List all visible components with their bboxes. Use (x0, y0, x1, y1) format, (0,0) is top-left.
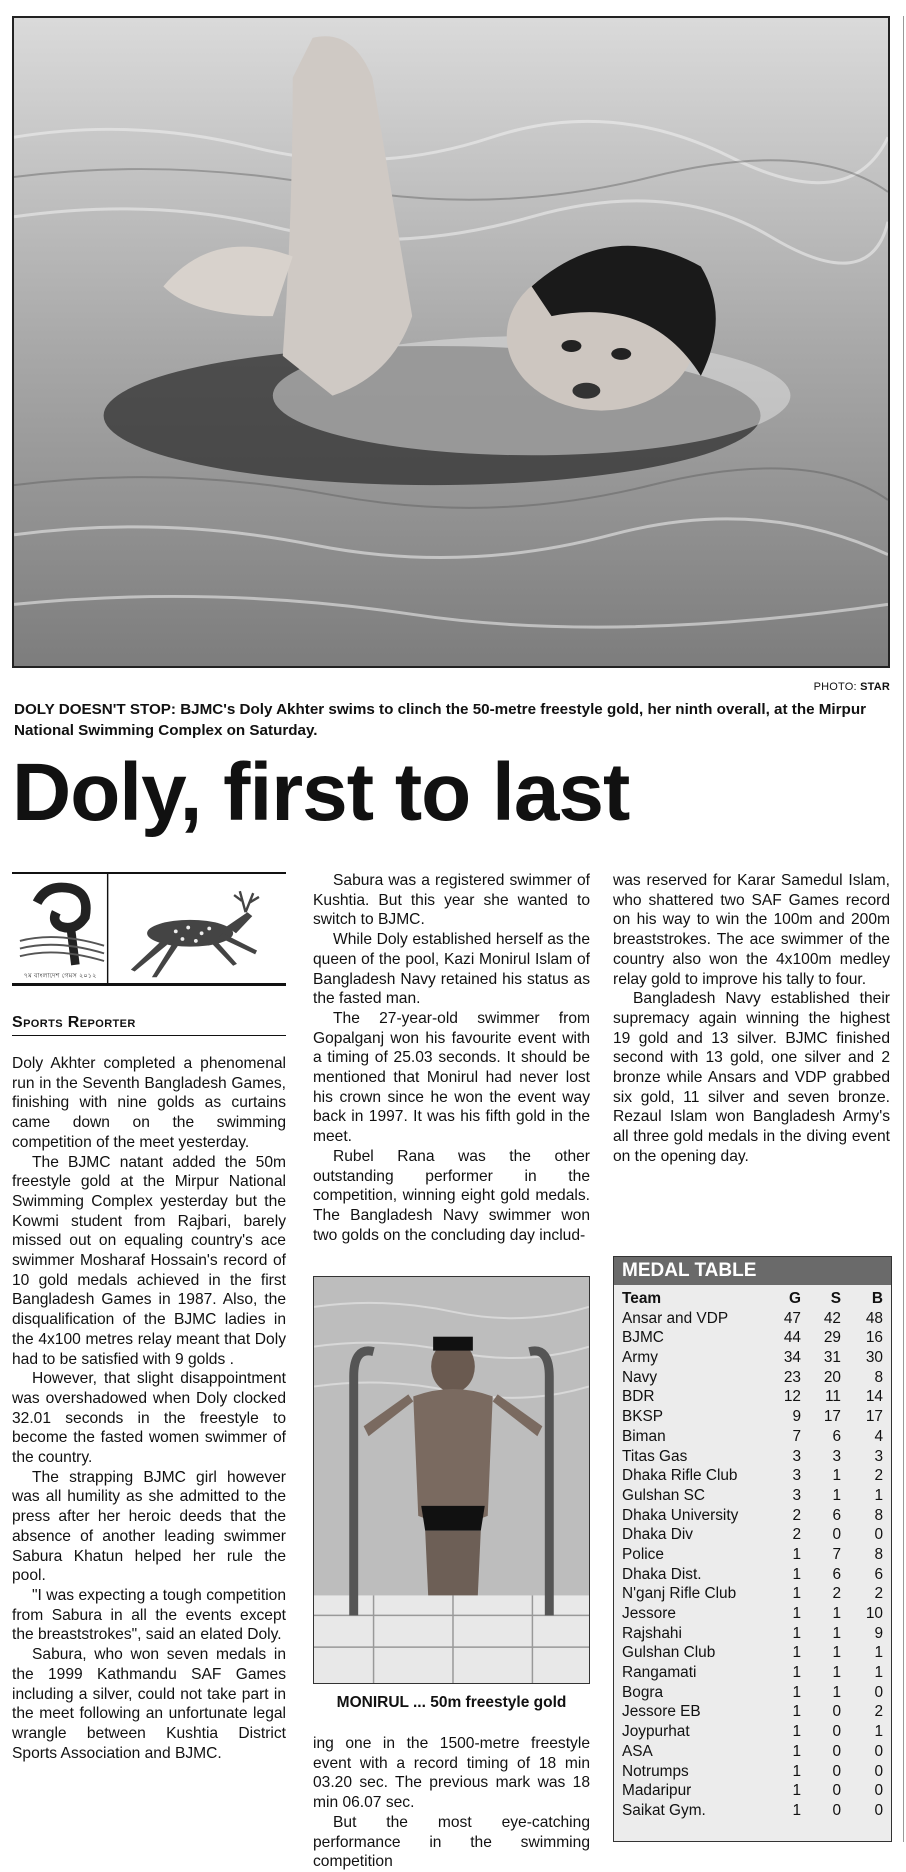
swimmer-photo (12, 16, 890, 668)
team-cell: BKSP (622, 1408, 664, 1426)
bronze-cell: 17 (865, 1408, 883, 1426)
medal-table (613, 1256, 892, 1842)
table-row (622, 1683, 883, 1703)
bronze-cell: 0 (874, 1683, 883, 1701)
gold-cell: 12 (783, 1388, 801, 1406)
bronze-cell: 0 (874, 1782, 883, 1800)
gold-cell: 1 (792, 1723, 801, 1741)
gold-cell: 1 (792, 1545, 801, 1563)
table-row (622, 1387, 883, 1407)
article-column-2-bottom (313, 1734, 590, 1872)
team-cell: Bogra (622, 1683, 664, 1701)
gold-cell: 1 (792, 1742, 801, 1760)
photo-caption: DOLY DOESN'T STOP: BJMC's Doly Akhter swims to clinch the 50-metre freestyle gold, her ninth overall, at the Mirpur National Swimming Complex on Saturday. (14, 701, 867, 739)
col2-paragraph: Sabura was a registered swimmer of Kushtia. But this year she wanted to switch to BJMC. (313, 872, 590, 929)
col2-paragraph: The 27-year-old swimmer from Gopalganj won his favourite event with a timing of 25.03 seconds. It should be mentioned that Monirul had never lost his crown since he won the event way back in 1997. It was his fifth gold in the meet. (313, 1009, 590, 1146)
col2-paragraph: While Doly established herself as the queen of the pool, Kazi Monirul Islam of Bangladesh Navy retained his status as the fasted man. (313, 931, 590, 1008)
silver-cell: 42 (823, 1309, 841, 1327)
team-cell: Rajshahi (622, 1624, 682, 1642)
bronze-cell: 1 (874, 1664, 883, 1682)
table-row (622, 1722, 883, 1742)
col3-paragraph: was reserved for Karar Samedul Islam, who shattered two SAF Games record on his way to win the 100m and 200m breaststrokes. The ace swimmer of the country also won the 4x100m medley relay gold to improve his tally to four. (613, 872, 890, 988)
bronze-cell: 30 (865, 1349, 883, 1367)
team-cell: Dhaka Div (622, 1526, 693, 1544)
bronze-cell: 1 (874, 1723, 883, 1741)
team-cell: Jessore (622, 1605, 676, 1622)
gold-cell: 23 (783, 1368, 801, 1386)
medal-table-header (622, 1289, 883, 1309)
silver-cell: 6 (832, 1565, 841, 1583)
bronze-cell: 8 (874, 1506, 883, 1524)
gold-cell: 1 (792, 1683, 801, 1701)
silver-cell: 1 (832, 1486, 841, 1504)
bronze-cell: 1 (874, 1486, 883, 1504)
table-row (622, 1447, 883, 1467)
gold-cell: 1 (792, 1664, 801, 1682)
table-row (622, 1781, 883, 1801)
table-row (622, 1565, 883, 1585)
table-row (622, 1427, 883, 1447)
team-cell: BJMC (622, 1329, 664, 1347)
team-cell: Ansar and VDP (622, 1309, 729, 1327)
byline: Sports Reporter (12, 1014, 286, 1036)
gold-cell: 1 (792, 1565, 801, 1583)
silver-cell: 1 (832, 1467, 841, 1485)
bronze-cell: 9 (874, 1624, 883, 1642)
table-row (622, 1328, 883, 1348)
swimmer-photo-illustration (14, 18, 888, 666)
table-row (622, 1466, 883, 1486)
bronze-cell: 8 (874, 1545, 883, 1563)
silver-cell: 17 (823, 1408, 841, 1426)
header-bronze: B (871, 1290, 883, 1307)
silver-cell: 7 (832, 1545, 841, 1563)
table-row (622, 1801, 883, 1821)
gold-cell: 1 (792, 1703, 801, 1721)
team-cell: Titas Gas (622, 1447, 688, 1465)
gold-cell: 3 (792, 1467, 801, 1485)
medal-table-title: MEDAL TABLE (614, 1257, 891, 1285)
silver-cell: 6 (832, 1427, 841, 1445)
col3-paragraph: Bangladesh Navy established their supremacy again winning the highest 19 gold and 13 silver. BJMC finished second with 13 gold, one silver and 2 bronze while Ansars and VDP grabbed six gold, 11 silver and seven bronze. Rezaul Islam won Bangladesh Army's all three gold medals in the diving event on the opening day. (613, 990, 890, 1165)
gold-cell: 47 (783, 1309, 801, 1327)
silver-cell: 0 (832, 1782, 841, 1800)
silver-cell: 2 (832, 1585, 841, 1603)
team-cell: Biman (622, 1427, 666, 1445)
medal-table-body (614, 1285, 891, 1821)
table-row (622, 1663, 883, 1683)
bronze-cell: 2 (874, 1585, 883, 1603)
header-silver: S (830, 1290, 841, 1307)
col2-paragraph: But the most eye-catching performance in the swimming competition (313, 1813, 590, 1871)
gold-cell: 1 (792, 1801, 801, 1819)
team-cell: Rangamati (622, 1664, 697, 1682)
team-cell: Jessore EB (622, 1703, 701, 1721)
silver-cell: 0 (832, 1742, 841, 1760)
silver-cell: 1 (832, 1605, 841, 1622)
silver-cell: 11 (825, 1388, 841, 1406)
monirul-photo-caption: MONIRUL ... 50m freestyle gold (336, 1694, 567, 1711)
gold-cell: 1 (792, 1585, 801, 1603)
gold-cell: 7 (792, 1427, 801, 1445)
gold-cell: 1 (792, 1624, 801, 1642)
table-row (622, 1702, 883, 1722)
bronze-cell: 2 (874, 1467, 883, 1485)
team-cell: Saikat Gym. (622, 1801, 706, 1819)
silver-cell: 31 (823, 1349, 841, 1367)
team-cell: Police (622, 1545, 664, 1563)
col1-paragraph: However, that slight disappointment was overshadowed when Doly clocked 32.01 seconds in the freestyle to become the fasted women swimmer of the country. (12, 1370, 286, 1467)
gold-cell: 1 (792, 1762, 801, 1780)
table-row (622, 1525, 883, 1545)
bronze-cell: 0 (874, 1801, 883, 1819)
table-row (622, 1407, 883, 1427)
bronze-cell: 0 (874, 1762, 883, 1780)
col1-paragraph: Sabura, who won seven medals in the 1999 Kathmandu SAF Games including a silver, could not take part in the meet following an unfortunate legal wrangle between Kushtia District Sports Association and BJMC. (12, 1646, 286, 1762)
monirul-photo-illustration (314, 1277, 589, 1683)
team-cell: BDR (622, 1388, 655, 1406)
team-cell: Notrumps (622, 1762, 689, 1780)
bronze-cell: 3 (874, 1447, 883, 1465)
photo-credit-label: PHOTO: (813, 681, 857, 693)
silver-cell: 1 (832, 1683, 841, 1701)
table-row (622, 1309, 883, 1329)
team-cell: Gulshan Club (622, 1644, 716, 1662)
gold-cell: 9 (792, 1408, 801, 1426)
gold-cell: 1 (792, 1644, 801, 1662)
col2-paragraph: Rubel Rana was the other outstanding performer in the competition, winning eight gold medals. The Bangladesh Navy swimmer won two golds on the concluding day includ- (313, 1147, 590, 1244)
header-team: Team (622, 1290, 662, 1307)
gold-cell: 1 (792, 1605, 801, 1622)
gold-cell: 34 (783, 1349, 801, 1367)
bronze-cell: 4 (874, 1427, 883, 1445)
team-cell: Gulshan SC (622, 1486, 705, 1504)
bronze-cell: 2 (874, 1703, 883, 1721)
table-row (622, 1762, 883, 1782)
bronze-cell: 0 (874, 1742, 883, 1760)
gold-cell: 2 (792, 1526, 801, 1544)
silver-cell: 6 (832, 1506, 841, 1524)
silver-cell: 29 (823, 1329, 841, 1347)
col1-paragraph: "I was expecting a tough competition from Sabura in all the events except the breaststrokes", said an elated Doly. (12, 1586, 286, 1644)
medal-rows (622, 1309, 883, 1821)
col1-paragraph: The strapping BJMC girl however was all humility as she admitted to the press after her heroic deeds that the absence of another leading swimmer Sabura Khatun helped her rule the pool. (12, 1468, 286, 1585)
table-row (622, 1545, 883, 1565)
team-cell: Madaripur (622, 1782, 692, 1800)
team-cell: N'ganj Rifle Club (622, 1585, 737, 1603)
silver-cell: 1 (832, 1644, 841, 1662)
headline: Doly, first to last (12, 747, 630, 838)
table-row (622, 1486, 883, 1506)
team-cell: Army (622, 1349, 658, 1367)
silver-cell: 3 (832, 1447, 841, 1465)
table-row (622, 1348, 883, 1368)
gold-cell: 44 (783, 1329, 801, 1347)
table-row (622, 1368, 883, 1388)
team-cell: Joypurhat (622, 1723, 690, 1741)
logo-script-text: ৭ম বাংলাদেশ গেমস ২০১২ (23, 971, 97, 980)
gold-cell: 2 (792, 1506, 801, 1524)
games-logo-illustration (12, 874, 286, 983)
gold-cell: 3 (792, 1486, 801, 1504)
silver-cell: 0 (832, 1801, 841, 1819)
col1-paragraph: The BJMC natant added the 50m freestyle gold at the Mirpur National Swimming Complex yesterday but the Kowmi student from Rajbari, barely missed out on equaling country's ace swimmer Mosharaf Hossain's record of 10 gold medals achieved in the first Bangladesh Games in 1987. Also, the disqualification of the BJMC ladies in the 4x100 metres relay meant that Doly had to be satisfied with 9 golds . (12, 1153, 286, 1368)
bronze-cell: 14 (865, 1388, 883, 1406)
silver-cell: 1 (832, 1624, 841, 1642)
team-cell: Dhaka Dist. (622, 1565, 702, 1583)
team-cell: Dhaka University (622, 1506, 739, 1524)
table-row (622, 1624, 883, 1644)
article-column-3 (613, 871, 890, 1167)
team-cell: Dhaka Rifle Club (622, 1467, 738, 1485)
silver-cell: 0 (832, 1703, 841, 1721)
article-column-1 (12, 1054, 286, 1763)
bronze-cell: 8 (874, 1368, 883, 1386)
table-row (622, 1742, 883, 1762)
photo-credit-source: STAR (860, 681, 890, 693)
bronze-cell: 16 (865, 1329, 883, 1347)
bronze-cell: 6 (874, 1565, 883, 1583)
col1-paragraph: Doly Akhter completed a phenomenal run in the Seventh Bangladesh Games, finishing with nine golds as curtains came down on the swimming competition of the meet yesterday. (12, 1055, 286, 1151)
team-cell: ASA (622, 1742, 653, 1760)
bronze-cell: 0 (874, 1526, 883, 1544)
article-column-2-top (313, 871, 590, 1245)
table-row (622, 1604, 883, 1624)
silver-cell: 0 (832, 1723, 841, 1741)
silver-cell: 1 (832, 1664, 841, 1682)
photo-credit (814, 681, 890, 693)
games-logo (12, 872, 286, 986)
gold-cell: 1 (792, 1782, 801, 1800)
team-cell: Navy (622, 1368, 658, 1386)
bronze-cell: 1 (874, 1644, 883, 1662)
col2-paragraph: ing one in the 1500-metre freestyle event with a record timing of 18 min 03.20 sec. The previous mark was 18 min 06.07 sec. (313, 1735, 590, 1812)
table-row (622, 1506, 883, 1526)
table-row (622, 1584, 883, 1604)
silver-cell: 20 (823, 1368, 841, 1386)
column-rule (903, 16, 904, 1842)
bronze-cell: 10 (865, 1605, 883, 1622)
bronze-cell: 48 (865, 1309, 883, 1327)
gold-cell: 3 (792, 1447, 801, 1465)
monirul-photo (313, 1276, 590, 1684)
silver-cell: 0 (832, 1526, 841, 1544)
table-row (622, 1643, 883, 1663)
header-gold: G (789, 1290, 801, 1307)
silver-cell: 0 (832, 1762, 841, 1780)
